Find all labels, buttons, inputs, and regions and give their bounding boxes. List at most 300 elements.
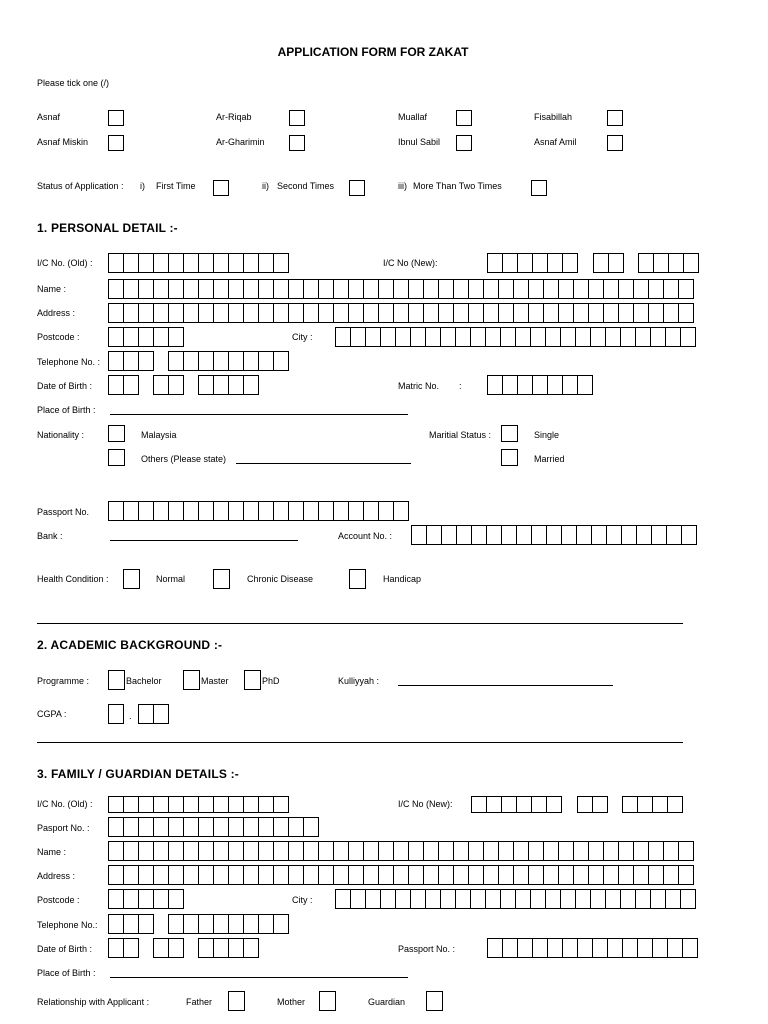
char-box[interactable] [304,842,319,860]
char-box[interactable] [199,280,214,298]
char-box[interactable] [289,502,304,520]
char-box[interactable] [154,866,169,884]
char-box[interactable] [229,797,244,812]
char-box[interactable] [109,842,124,860]
char-box[interactable] [124,376,139,394]
char-box[interactable] [589,304,604,322]
char-box[interactable] [484,304,499,322]
s2-cgpa-integer-input[interactable] [108,704,124,724]
char-box[interactable] [607,526,622,544]
char-box[interactable] [139,254,154,272]
char-box[interactable] [109,352,124,370]
char-box[interactable] [424,842,439,860]
char-box[interactable] [199,502,214,520]
char-box[interactable] [649,866,664,884]
char-box[interactable] [274,502,289,520]
status-third-checkbox[interactable] [531,180,547,196]
s3-father-checkbox[interactable] [228,991,245,1011]
char-box[interactable] [454,866,469,884]
char-box[interactable] [214,797,229,812]
char-box[interactable] [544,866,559,884]
char-box[interactable] [396,890,411,908]
char-box[interactable] [487,526,502,544]
char-box[interactable] [484,842,499,860]
char-box[interactable] [274,304,289,322]
s1-telephone-input-code[interactable] [108,351,154,371]
char-box[interactable] [214,304,229,322]
char-box[interactable] [274,915,289,933]
char-box[interactable] [229,304,244,322]
char-box[interactable] [424,280,439,298]
char-box[interactable] [379,866,394,884]
char-box[interactable] [623,939,638,957]
char-box[interactable] [214,376,229,394]
char-box[interactable] [259,280,274,298]
char-box[interactable] [109,304,124,322]
char-box[interactable] [532,797,547,812]
s3-ic-old-input[interactable] [108,796,289,813]
char-box[interactable] [574,280,589,298]
char-box[interactable] [334,866,349,884]
char-box[interactable] [439,842,454,860]
char-box[interactable] [484,866,499,884]
char-box[interactable] [244,915,259,933]
s3-ic-new-input-part3[interactable] [622,796,683,813]
char-box[interactable] [109,915,124,933]
char-box[interactable] [154,939,169,957]
char-box[interactable] [594,254,609,272]
s3-dob-day-input[interactable] [108,938,139,958]
char-box[interactable] [442,526,457,544]
char-box[interactable] [364,842,379,860]
char-box[interactable] [561,890,576,908]
char-box[interactable] [456,328,471,346]
char-box[interactable] [593,797,608,812]
char-box[interactable] [274,797,289,812]
char-box[interactable] [139,502,154,520]
char-box[interactable] [439,304,454,322]
char-box[interactable] [214,939,229,957]
s2-cgpa-decimal-input[interactable] [138,704,169,724]
char-box[interactable] [529,280,544,298]
category-fisabillah-checkbox[interactable] [607,110,623,126]
char-box[interactable] [184,818,199,836]
char-box[interactable] [548,254,563,272]
s1-dob-year-input[interactable] [198,375,259,395]
s1-others-line[interactable] [236,463,411,464]
char-box[interactable] [488,939,503,957]
char-box[interactable] [184,304,199,322]
char-box[interactable] [472,797,487,812]
char-box[interactable] [518,376,533,394]
char-box[interactable] [259,866,274,884]
s3-city-input[interactable] [335,889,696,909]
char-box[interactable] [109,797,124,812]
char-box[interactable] [679,866,694,884]
char-box[interactable] [139,842,154,860]
char-box[interactable] [634,842,649,860]
s2-kulliyyah-line[interactable] [398,685,613,686]
char-box[interactable] [259,915,274,933]
char-box[interactable] [274,280,289,298]
s1-married-checkbox[interactable] [501,449,518,466]
char-box[interactable] [229,254,244,272]
char-box[interactable] [199,842,214,860]
char-box[interactable] [139,328,154,346]
char-box[interactable] [486,890,501,908]
category-ar-gharimin-checkbox[interactable] [289,135,305,151]
char-box[interactable] [274,818,289,836]
char-box[interactable] [409,304,424,322]
char-box[interactable] [124,939,139,957]
s3-dob-year-input[interactable] [198,938,259,958]
s3-pasport-input[interactable] [108,817,319,837]
char-box[interactable] [199,797,214,812]
char-box[interactable] [394,866,409,884]
status-second-checkbox[interactable] [349,180,365,196]
char-box[interactable] [139,915,154,933]
char-box[interactable] [259,797,274,812]
char-box[interactable] [154,818,169,836]
s3-dob-month-input[interactable] [153,938,184,958]
s3-ic-new-input-part2[interactable] [577,796,608,813]
char-box[interactable] [244,280,259,298]
char-box[interactable] [124,502,139,520]
char-box[interactable] [229,939,244,957]
s3-telephone-input-number[interactable] [168,914,289,934]
char-box[interactable] [637,526,652,544]
s1-matric-input[interactable] [487,375,593,395]
char-box[interactable] [668,939,683,957]
char-box[interactable] [471,890,486,908]
char-box[interactable] [426,328,441,346]
char-box[interactable] [472,526,487,544]
char-box[interactable] [592,526,607,544]
char-box[interactable] [244,304,259,322]
char-box[interactable] [503,939,518,957]
char-box[interactable] [124,254,139,272]
char-box[interactable] [469,842,484,860]
char-box[interactable] [259,352,274,370]
char-box[interactable] [124,915,139,933]
char-box[interactable] [169,352,184,370]
s1-city-input[interactable] [335,327,696,347]
char-box[interactable] [516,890,531,908]
char-box[interactable] [409,866,424,884]
char-box[interactable] [214,352,229,370]
char-box[interactable] [636,328,651,346]
char-box[interactable] [589,842,604,860]
char-box[interactable] [244,502,259,520]
char-box[interactable] [681,328,696,346]
char-box[interactable] [169,797,184,812]
char-box[interactable] [274,842,289,860]
char-box[interactable] [259,304,274,322]
char-box[interactable] [546,890,561,908]
char-box[interactable] [576,890,591,908]
category-asnaf-amil-checkbox[interactable] [607,135,623,151]
char-box[interactable] [109,502,124,520]
char-box[interactable] [664,866,679,884]
char-box[interactable] [424,304,439,322]
category-ibnul-sabil-checkbox[interactable] [456,135,472,151]
char-box[interactable] [668,797,683,812]
char-box[interactable] [533,939,548,957]
char-box[interactable] [169,818,184,836]
char-box[interactable] [199,352,214,370]
char-box[interactable] [636,890,651,908]
char-box[interactable] [651,328,666,346]
s1-ic-new-input-part3[interactable] [638,253,699,273]
char-box[interactable] [169,842,184,860]
char-box[interactable] [517,526,532,544]
char-box[interactable] [411,890,426,908]
char-box[interactable] [244,842,259,860]
char-box[interactable] [544,280,559,298]
char-box[interactable] [563,939,578,957]
char-box[interactable] [139,705,154,723]
char-box[interactable] [634,866,649,884]
s3-guardian-checkbox[interactable] [426,991,443,1011]
char-box[interactable] [529,304,544,322]
s1-name-input[interactable] [108,279,694,299]
char-box[interactable] [304,304,319,322]
char-box[interactable] [229,842,244,860]
char-box[interactable] [351,890,366,908]
char-box[interactable] [381,328,396,346]
char-box[interactable] [503,376,518,394]
char-box[interactable] [199,939,214,957]
char-box[interactable] [638,797,653,812]
char-box[interactable] [514,280,529,298]
char-box[interactable] [289,280,304,298]
char-box[interactable] [154,304,169,322]
char-box[interactable] [679,304,694,322]
char-box[interactable] [124,866,139,884]
char-box[interactable] [124,890,139,908]
char-box[interactable] [169,502,184,520]
char-box[interactable] [679,280,694,298]
char-box[interactable] [591,890,606,908]
char-box[interactable] [619,866,634,884]
char-box[interactable] [109,866,124,884]
s1-pob-line[interactable] [110,414,408,415]
char-box[interactable] [319,502,334,520]
char-box[interactable] [634,280,649,298]
char-box[interactable] [653,797,668,812]
char-box[interactable] [214,915,229,933]
char-box[interactable] [621,890,636,908]
char-box[interactable] [379,304,394,322]
char-box[interactable] [469,866,484,884]
char-box[interactable] [578,939,593,957]
char-box[interactable] [471,328,486,346]
s1-normal-checkbox[interactable] [123,569,140,589]
char-box[interactable] [169,280,184,298]
char-box[interactable] [559,866,574,884]
char-box[interactable] [409,280,424,298]
char-box[interactable] [456,890,471,908]
char-box[interactable] [604,304,619,322]
s1-ic-new-input-part2[interactable] [593,253,624,273]
char-box[interactable] [518,254,533,272]
char-box[interactable] [454,842,469,860]
char-box[interactable] [499,304,514,322]
category-ar-riqab-checkbox[interactable] [289,110,305,126]
s3-name-input[interactable] [108,841,694,861]
char-box[interactable] [229,352,244,370]
char-box[interactable] [649,842,664,860]
char-box[interactable] [664,304,679,322]
s1-bank-line[interactable] [110,540,298,541]
char-box[interactable] [574,304,589,322]
char-box[interactable] [424,866,439,884]
char-box[interactable] [334,304,349,322]
char-box[interactable] [488,254,503,272]
char-box[interactable] [154,502,169,520]
char-box[interactable] [214,502,229,520]
char-box[interactable] [199,818,214,836]
char-box[interactable] [349,866,364,884]
char-box[interactable] [454,304,469,322]
char-box[interactable] [139,797,154,812]
char-box[interactable] [563,254,578,272]
char-box[interactable] [334,502,349,520]
s3-postcode-input[interactable] [108,889,184,909]
char-box[interactable] [229,915,244,933]
s3-pob-line[interactable] [110,977,408,978]
char-box[interactable] [109,705,124,723]
char-box[interactable] [667,526,682,544]
s1-handicap-checkbox[interactable] [349,569,366,589]
char-box[interactable] [274,254,289,272]
char-box[interactable] [304,502,319,520]
char-box[interactable] [411,328,426,346]
char-box[interactable] [366,890,381,908]
char-box[interactable] [394,502,409,520]
char-box[interactable] [499,866,514,884]
char-box[interactable] [319,842,334,860]
char-box[interactable] [214,254,229,272]
char-box[interactable] [139,866,154,884]
char-box[interactable] [412,526,427,544]
char-box[interactable] [518,939,533,957]
char-box[interactable] [546,328,561,346]
char-box[interactable] [514,304,529,322]
char-box[interactable] [124,352,139,370]
char-box[interactable] [394,304,409,322]
char-box[interactable] [244,818,259,836]
s1-others-checkbox[interactable] [108,449,125,466]
char-box[interactable] [124,304,139,322]
char-box[interactable] [154,280,169,298]
char-box[interactable] [608,939,623,957]
s3-passport-input[interactable] [487,938,698,958]
char-box[interactable] [184,502,199,520]
char-box[interactable] [169,939,184,957]
char-box[interactable] [634,304,649,322]
char-box[interactable] [669,254,684,272]
char-box[interactable] [259,818,274,836]
char-box[interactable] [501,328,516,346]
char-box[interactable] [574,842,589,860]
char-box[interactable] [364,866,379,884]
s3-telephone-input-code[interactable] [108,914,154,934]
char-box[interactable] [169,254,184,272]
char-box[interactable] [244,939,259,957]
char-box[interactable] [589,280,604,298]
char-box[interactable] [621,328,636,346]
char-box[interactable] [244,376,259,394]
char-box[interactable] [319,304,334,322]
char-box[interactable] [199,304,214,322]
char-box[interactable] [199,254,214,272]
s2-bachelor-checkbox[interactable] [108,670,125,690]
char-box[interactable] [529,842,544,860]
char-box[interactable] [664,280,679,298]
char-box[interactable] [562,526,577,544]
char-box[interactable] [439,280,454,298]
char-box[interactable] [499,280,514,298]
char-box[interactable] [469,304,484,322]
char-box[interactable] [604,866,619,884]
char-box[interactable] [229,376,244,394]
char-box[interactable] [514,842,529,860]
char-box[interactable] [109,818,124,836]
char-box[interactable] [229,280,244,298]
char-box[interactable] [154,705,169,723]
char-box[interactable] [124,818,139,836]
char-box[interactable] [334,280,349,298]
char-box[interactable] [109,328,124,346]
char-box[interactable] [199,866,214,884]
char-box[interactable] [441,328,456,346]
char-box[interactable] [533,254,548,272]
char-box[interactable] [666,328,681,346]
s1-telephone-input-number[interactable] [168,351,289,371]
char-box[interactable] [259,254,274,272]
char-box[interactable] [379,842,394,860]
char-box[interactable] [381,890,396,908]
char-box[interactable] [649,304,664,322]
char-box[interactable] [547,526,562,544]
s1-malaysia-checkbox[interactable] [108,425,125,442]
char-box[interactable] [682,526,697,544]
char-box[interactable] [304,866,319,884]
char-box[interactable] [184,254,199,272]
char-box[interactable] [681,890,696,908]
char-box[interactable] [154,376,169,394]
char-box[interactable] [606,890,621,908]
char-box[interactable] [349,842,364,860]
char-box[interactable] [457,526,472,544]
s3-ic-new-input-part1[interactable] [471,796,562,813]
char-box[interactable] [351,328,366,346]
char-box[interactable] [379,280,394,298]
category-muallaf-checkbox[interactable] [456,110,472,126]
char-box[interactable] [531,890,546,908]
char-box[interactable] [639,254,654,272]
s1-address-input[interactable] [108,303,694,323]
char-box[interactable] [349,304,364,322]
char-box[interactable] [244,254,259,272]
char-box[interactable] [427,526,442,544]
char-box[interactable] [124,842,139,860]
char-box[interactable] [229,502,244,520]
s1-single-checkbox[interactable] [501,425,518,442]
char-box[interactable] [547,797,562,812]
char-box[interactable] [124,328,139,346]
